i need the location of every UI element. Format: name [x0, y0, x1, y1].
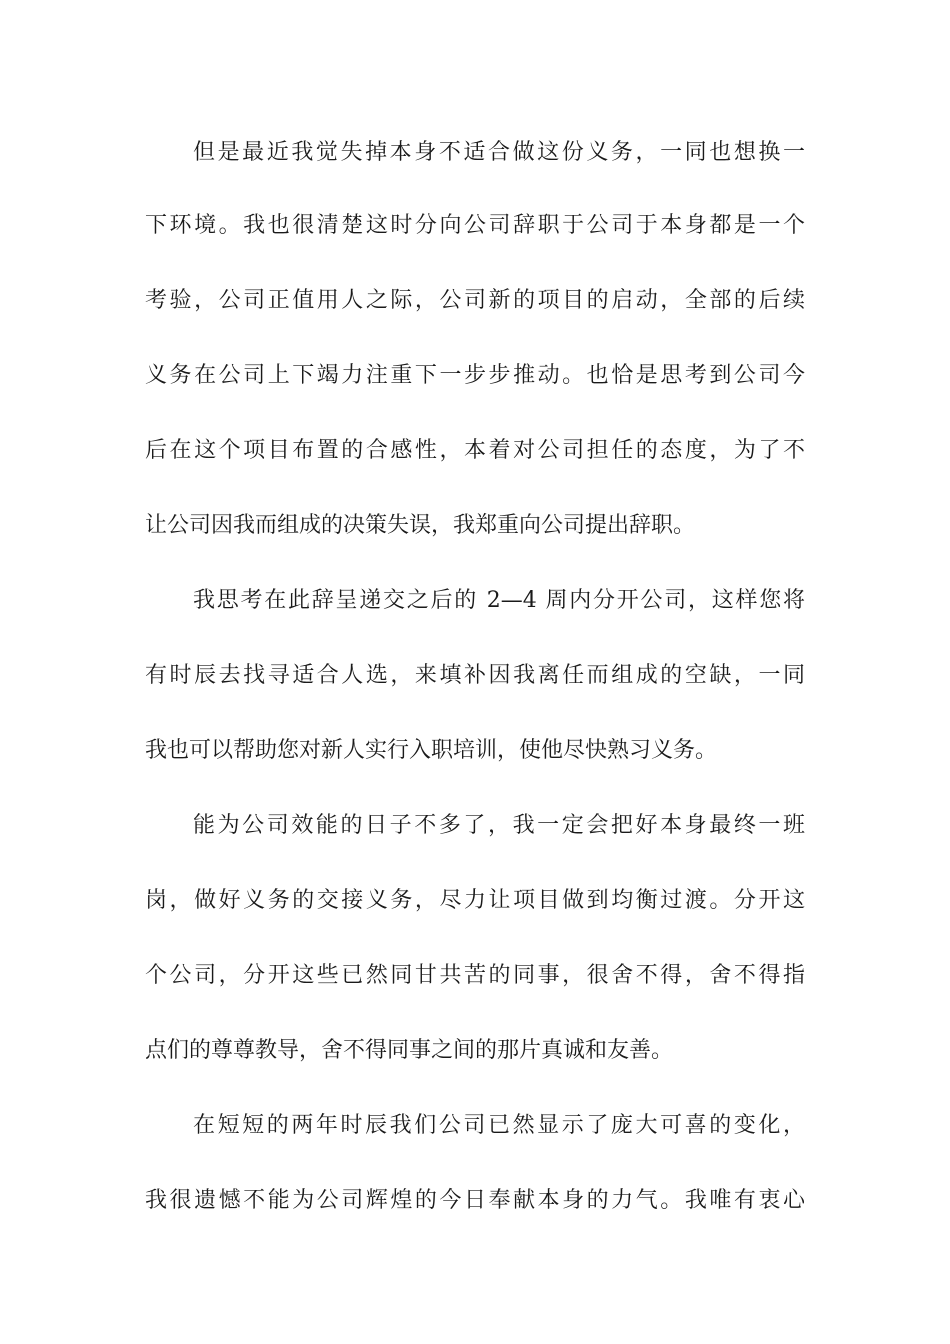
- paragraph-1-line-3: 考验，公司正值用人之际，公司新的项目的启动，全部的后续: [145, 288, 805, 313]
- paragraph-2-line-2: 有时辰去找寻适合人选，来填补因我离任而组成的空缺，一同: [145, 663, 805, 688]
- paragraph-1-line-1: 但是最近我觉失掉本身不适合做这份义务，一同也想换一: [193, 140, 805, 165]
- paragraph-1-line-2: 下环境。我也很清楚这时分向公司辞职于公司于本身都是一个: [145, 213, 805, 238]
- paragraph-3-line-4: 点们的尊尊教导，舍不得同事之间的那片真诚和友善。: [145, 1038, 674, 1063]
- paragraph-1-line-4: 义务在公司上下竭力注重下一步步推动。也恰是思考到公司今: [145, 363, 805, 388]
- paragraph-3-line-3: 个公司，分开这些已然同甘共苦的同事，很舍不得，舍不得指: [145, 963, 805, 988]
- paragraph-1-line-6: 让公司因我而组成的决策失误，我郑重向公司提出辞职。: [145, 513, 696, 538]
- paragraph-2-line-3: 我也可以帮助您对新人实行入职培训，使他尽快熟习义务。: [145, 738, 718, 763]
- paragraph-1-line-5: 后在这个项目布置的合感性，本着对公司担任的态度，为了不: [145, 438, 805, 463]
- paragraph-3-line-1: 能为公司效能的日子不多了，我一定会把好本身最终一班: [193, 813, 805, 838]
- paragraph-4-line-2: 我很遗憾不能为公司辉煌的今日奉献本身的力气。我唯有衷心: [145, 1188, 805, 1213]
- paragraph-3-line-2: 岗，做好义务的交接义务，尽力让项目做到均衡过渡。分开这: [145, 888, 805, 913]
- paragraph-2-line-1: 我思考在此辞呈递交之后的 2—4 周内分开公司，这样您将: [193, 588, 805, 613]
- paragraph-4-line-1: 在短短的两年时辰我们公司已然显示了庞大可喜的变化，: [193, 1113, 805, 1138]
